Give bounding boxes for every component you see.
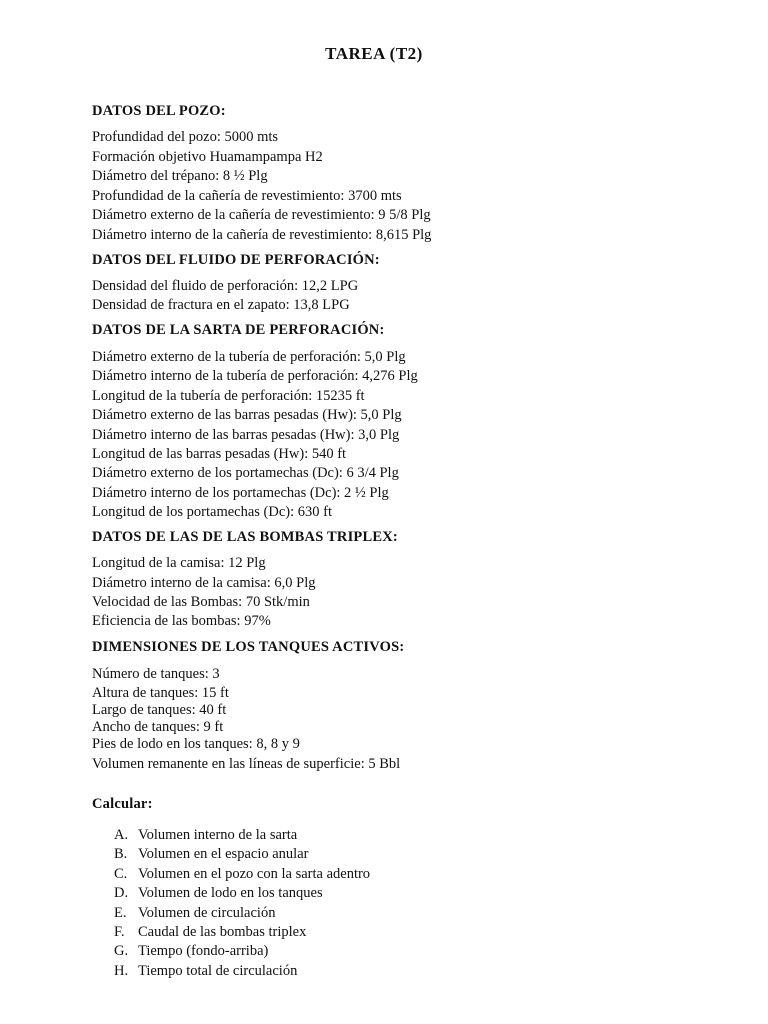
list-item-text: Volumen de lodo en los tanques: [138, 885, 323, 902]
section-heading-fluido: DATOS DEL FLUIDO DE PERFORACIÓN:: [92, 252, 380, 268]
list-item-letter: G.: [114, 943, 129, 960]
list-item-text: Volumen de circulación: [138, 904, 276, 921]
list-item: [114, 865, 370, 884]
fluido-line: Densidad del fluido de perforación: 12,2 LPG: [92, 278, 359, 294]
sarta-line: Longitud de los portamechas (Dc): 630 ft: [92, 504, 332, 520]
tanques-line: Altura de tanques: 15 ft: [92, 685, 229, 701]
list-item-text: Caudal de las bombas triplex: [138, 923, 307, 940]
pozo-line: Formación objetivo Huamampampa H2: [92, 149, 323, 165]
sarta-line: Diámetro interno de la tubería de perforación: 4,276 Plg: [92, 368, 418, 384]
list-item: [114, 884, 370, 903]
list-item-letter: C.: [114, 865, 128, 882]
sarta-line: Diámetro interno de las barras pesadas (Hw): 3,0 Plg: [92, 427, 400, 443]
bombas-line: Diámetro interno de la camisa: 6,0 Plg: [92, 575, 316, 591]
list-item-letter: D.: [114, 885, 129, 902]
document-title: TAREA (T2): [325, 44, 423, 63]
tanques-line: Largo de tanques: 40 ft: [92, 702, 227, 718]
list-item: [114, 962, 370, 981]
fluido-line: Densidad de fractura en el zapato: 13,8 LPG: [92, 297, 350, 313]
tanques-line: Volumen remanente en las líneas de superficie: 5 Bbl: [92, 756, 401, 772]
pozo-line: Diámetro interno de la cañería de revestimiento: 8,615 Plg: [92, 227, 432, 243]
section-heading-bombas: DATOS DE LAS DE LAS BOMBAS TRIPLEX:: [92, 529, 398, 545]
sarta-line: Diámetro interno de los portamechas (Dc): 2 ½ Plg: [92, 485, 389, 501]
bombas-line: Eficiencia de las bombas: 97%: [92, 613, 271, 629]
list-item-text: Tiempo (fondo-arriba): [138, 943, 269, 960]
calcular-list: [114, 826, 370, 981]
tanques-line: Número de tanques: 3: [92, 666, 220, 682]
list-item-text: Tiempo total de circulación: [138, 962, 298, 979]
sarta-line: Diámetro externo de los portamechas (Dc): 6 3/4 Plg: [92, 465, 399, 481]
pozo-line: Profundidad del pozo: 5000 mts: [92, 129, 279, 145]
calcular-heading: Calcular:: [92, 796, 153, 812]
bombas-line: Longitud de la camisa: 12 Plg: [92, 555, 266, 571]
list-item: [114, 904, 370, 923]
list-item-text: Volumen en el pozo con la sarta adentro: [138, 865, 371, 882]
tanques-line: Pies de lodo en los tanques: 8, 8 y 9: [92, 736, 300, 752]
list-item-letter: A.: [114, 827, 129, 843]
pozo-line: Diámetro del trépano: 8 ½ Plg: [92, 168, 268, 184]
list-item-letter: E.: [114, 904, 127, 921]
list-item-letter: B.: [114, 846, 128, 863]
bombas-line: Velocidad de las Bombas: 70 Stk/min: [92, 594, 310, 610]
section-heading-tanques: DIMENSIONES DE LOS TANQUES ACTIVOS:: [92, 639, 405, 655]
tanques-line: Ancho de tanques: 9 ft: [92, 719, 224, 735]
list-item-text: Volumen interno de la sarta: [138, 827, 298, 843]
list-item-letter: H.: [114, 962, 129, 979]
section-heading-sarta: DATOS DE LA SARTA DE PERFORACIÓN:: [92, 322, 385, 338]
sarta-line: Diámetro externo de la tubería de perforación: 5,0 Plg: [92, 349, 406, 365]
list-item: [114, 942, 370, 961]
sarta-line: Diámetro externo de las barras pesadas (Hw): 5,0 Plg: [92, 407, 402, 423]
sarta-line: Longitud de las barras pesadas (Hw): 540 ft: [92, 446, 347, 462]
list-item: [114, 923, 370, 942]
pozo-line: Profundidad de la cañería de revestimiento: 3700 mts: [92, 188, 402, 204]
pozo-line: Diámetro externo de la cañería de revestimiento: 9 5/8 Plg: [92, 207, 431, 223]
list-item-letter: F.: [114, 923, 125, 940]
section-heading-pozo: DATOS DEL POZO:: [92, 103, 226, 119]
list-item: [114, 845, 370, 864]
list-item: [114, 826, 370, 845]
sarta-line: Longitud de la tubería de perforación: 15235 ft: [92, 388, 365, 404]
list-item-text: Volumen en el espacio anular: [138, 846, 309, 863]
